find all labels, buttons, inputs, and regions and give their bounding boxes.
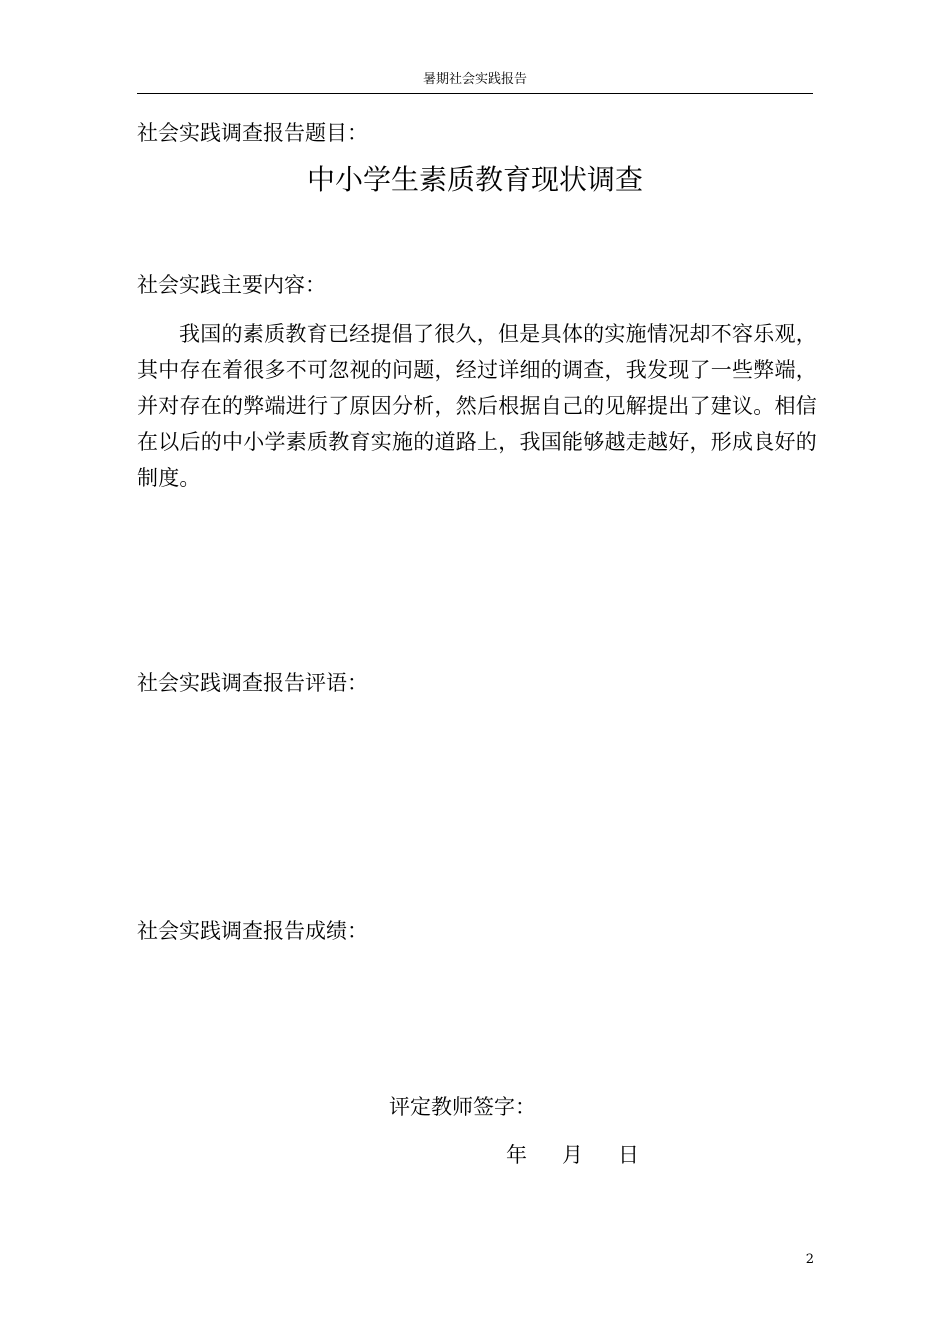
date-year-label: 年 [506,1143,527,1167]
date-month-label: 月 [562,1143,583,1167]
grade-label: 社会实践调查报告成绩： [137,919,368,943]
running-header: 暑期社会实践报告 [422,72,527,87]
content-paragraph: 我国的素质教育已经提倡了很久，但是具体的实施情况却不容乐观，其中存在着很多不可忽视的问题，经过详细的调查，我发现了一些弊端，并对存在的弊端进行了原因分析，然后根据自己的见解提出了建议。相信在以后的中小学素质教育实施的道路上，我国能够越走越好，形成良好的制度。 [137,322,817,490]
comment-label: 社会实践调查报告评语： [137,671,368,695]
header-rule [137,93,813,94]
title-label: 社会实践调查报告题目： [137,121,368,145]
report-title: 中小学生素质教育现状调查 [306,163,643,196]
signature-label: 评定教师签字： [389,1095,536,1119]
date-day-label: 日 [618,1143,639,1167]
page-number: 2 [805,1252,814,1267]
content-label: 社会实践主要内容： [137,273,326,297]
